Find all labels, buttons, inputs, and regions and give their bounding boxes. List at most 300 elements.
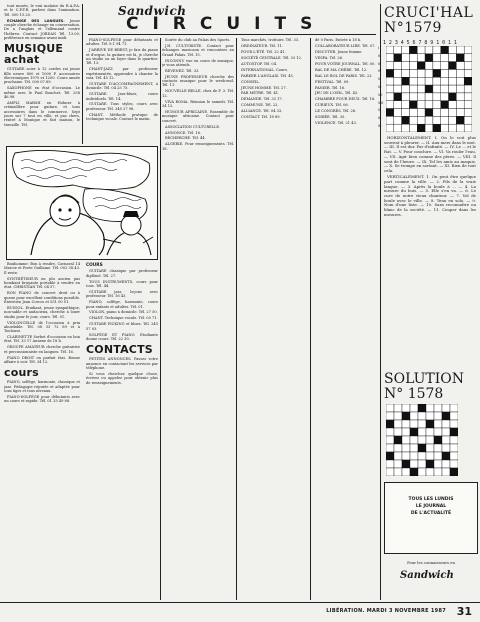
grid-cell [426,404,434,412]
grid-black-cell [426,420,434,428]
grid-cell [441,77,449,85]
grid-cell [402,85,410,93]
grid-cell [449,116,457,124]
col5-item: POUR VOTRE JOURNAL. Tél. 00. [315,61,376,66]
grid-cell [450,444,458,452]
grid-black-cell [433,124,441,132]
grid-cell [456,109,464,117]
grid-cell [409,109,417,117]
grid-black-cell [450,428,458,436]
grid-cell [402,62,410,70]
advert-line: DE L'ACTUALITÉ [410,511,452,516]
row-number: VII [378,92,383,97]
column-rule [160,38,161,600]
grid-black-cell [394,54,402,62]
horizontal-clues: HORIZONTALEMENT. I. On le voit plus souvent à pleurer. — II. Aux mers dans le mot. — III. Il est dur. Par d'infinité. — IV. Le ... et le Rat. — V. Pour conclure. — VI. Va rouler l'eau. — VII. Agir bien comme des pères. — VIII. Il sont de l'heure. — IX. Tel les amis au maquis. — X. Se trompe en sortant. — XI. Rien de tout cela. [384,136,476,173]
col2-item: GUITARE. Jazz-blues, cours individuels. Tél. 14. [86,92,158,101]
col4-item: COMMUNE. Tél. 22. [241,103,279,108]
musique-item: VIOLONCELLE de l'occasion à prix abordable. Tél. 08 33 72 89 et à Toulouse. [4,320,80,334]
col2-item: GUITARE classique par professeur diplômé. Tél. 27. [86,269,158,278]
column-2-lower [86,262,158,600]
col3-item: ASSOCIATION CULTURELLE. [165,124,221,129]
grid-black-cell [442,412,450,420]
musique-item: GUITARE acier à 12 cordes rai jeune fille neuve 800 et 1000 F. accessoires électroniques 1970 et 1200. Cours année prochaine. Tél. 000 07.89. [4,67,80,85]
grid-black-cell [425,85,433,93]
grid-black-cell [409,101,417,109]
grid-cell [386,77,394,85]
grid-cell [442,428,450,436]
grid-cell [417,101,425,109]
grid-cell [409,54,417,62]
crossword-row-numbers [378,46,386,132]
grid-black-cell [418,404,426,412]
row-number: X [378,116,381,121]
grid-cell [450,436,458,444]
grid-cell [410,420,418,428]
grid-black-cell [464,77,472,85]
col5-item: FESTIVAL. Tél. 09. [315,79,350,84]
grid-cell [449,109,457,117]
grid-cell [450,412,458,420]
grid-cell [450,404,458,412]
cartoon-illustration [7,147,157,259]
grid-cell [386,460,394,468]
column-1-lower [4,262,80,600]
contacts-item: PETITES ANNONCES. Passez votre annonce en contactant les services par téléphone. [86,357,158,370]
col3-item: ALGERIE. Pour renseignements. Tél. 18. [162,142,234,151]
grid-cell [417,116,425,124]
advert-title: TOUS LES LUNDIS [408,497,454,502]
grid-cell [449,85,457,93]
grid-cell [417,77,425,85]
row-number: I [378,46,379,50]
page-footer [0,602,480,622]
col5-item: SOIRÉE. Tél. 35. [315,115,346,120]
grid-cell [394,46,402,54]
grid-cell [456,69,464,77]
grid-cell [386,54,394,62]
grid-cell [456,85,464,93]
musique-item: BUSSOL. Etudiant, jeune sympathique, non-sable et audacieux, cherche à louer studio pour le jour, cours. Tél. 01. [4,305,80,319]
grid-cell [433,101,441,109]
grid-cell [442,468,450,476]
grid-black-cell [441,46,449,54]
col5-item: dé 0 Paris. Entrée à 18 h. [315,38,362,42]
grid-cell [441,124,449,132]
col3-item: ANNONCE. Tél. 16. [165,130,202,135]
grid-cell [394,452,402,460]
row-number: II [378,53,380,58]
solution-title: SOLUTION N° 1578 [384,371,464,402]
col4-item: CONTACT. Tél. 18 89. [241,115,281,120]
grid-cell [409,93,417,101]
grid-black-cell [402,412,410,420]
grid-cell [464,124,472,132]
grid-cell [434,452,442,460]
musique-item: CLARINETTE Sorbet d'occasion en bon état. Tél. 33 17 Annexe de 18 h. [4,335,80,344]
grid-cell [410,404,418,412]
grid-cell [456,93,464,101]
col4-item: Tous marchés, trottoirs. Tél. 33. [241,38,300,42]
row-number: IV [378,69,382,74]
grid-cell [441,116,449,124]
col2-item: PIANO, solfège, harmonie, cours pour enfants et adultes. Tél. 01. [86,300,158,309]
grid-cell [410,460,418,468]
grid-cell [425,46,433,54]
col4-item: AUTOSTOP. Tél. 04. [241,61,278,66]
grid-cell [386,404,394,412]
col5-item: LE CONGRÈS. Tél. 28. [315,109,357,114]
grid-cell [402,46,410,54]
grid-cell [426,452,434,460]
column-rule [236,38,237,600]
grid-cell [394,69,402,77]
grid-cell [441,93,449,101]
grid-cell [410,412,418,420]
crossword-column-numbers: 1234567891011 [383,40,460,46]
column-5 [312,38,378,600]
col3-item: HUMOUR AFRICAINE. Ensemble de musique africaine. Contact pour concert. [162,109,234,123]
grid-cell [433,109,441,117]
sandwich-logo: Sandwich [400,570,454,581]
grid-cell [426,444,434,452]
grid-cell [402,420,410,428]
col2-item: GUITARE jazz, leçons avec professeur. Tél. 16 43. [86,289,158,299]
grid-cell [442,420,450,428]
col4-item: DEMANDE. Tél. 33 17. [241,97,283,102]
echange-ad [4,19,80,41]
row-number: III [378,61,381,66]
grid-cell [433,62,441,70]
musique-item: AMPLI MARSH en Hohner à crémaillère pour guitare, et tous accessoires dans le commerce. Sept jours sur 7 tout en ville, et pas chers, rentré à Monique et fait maison, le travaille. Tél. [4,100,80,127]
grid-cell [394,412,402,420]
column-rule [310,38,311,600]
grid-cell [464,69,472,77]
col2-item: GUITARE. Tous styles, cours avec professeur. Tél. 345 27 98. [86,102,158,111]
grid-cell [425,116,433,124]
grid-cell [394,62,402,70]
crossword-title: CRUCI'HAL N°1579 [384,5,474,36]
grid-cell [441,69,449,77]
grid-black-cell [402,77,410,85]
grid-cell [450,460,458,468]
col2-item: CHANT. Méthode pratique de technique vocale. Contact le matin. [86,112,158,122]
col3-item: REVENEZ. Tél. 33. [165,68,200,73]
grid-cell [394,124,402,132]
contacts-heading: CONTACTS [86,343,153,357]
grid-cell [402,54,410,62]
grid-cell [434,428,442,436]
col4-item: POUR L'ÉTÉ. Tél. 22 41. [241,49,286,54]
advert-line: LE JOURNAL [415,504,447,509]
grid-cell [433,116,441,124]
grid-cell [434,468,442,476]
grid-black-cell [418,444,426,452]
grid-cell [386,444,394,452]
grid-cell [409,116,417,124]
grid-cell [417,109,425,117]
grid-cell [410,452,418,460]
grid-black-cell [433,69,441,77]
grid-cell [456,62,464,70]
col3-item: JEUNE PROFESSEUR cherche des contacts musique pour le week-end. Tél. 11. [162,74,234,88]
grid-cell [441,54,449,62]
musique-item: GROUPE AMATEUR cherche guitariste et percussionniste en langues. Tél. 16. [4,345,80,354]
cours-heading: cours [4,366,39,380]
grid-cell [409,62,417,70]
grid-cell [418,436,426,444]
grid-cell [425,101,433,109]
grid-cell [434,420,442,428]
grid-cell [433,85,441,93]
grid-black-cell [410,468,418,476]
col3-item: J.H. CULTURISTE. Contact pour échanges musicaux et rencontres au Grand Palais. Tél. 15. [162,43,234,57]
col4-item: JEUNE HOMME. Tél. 27. [241,85,287,90]
grid-black-cell [456,54,464,62]
grid-cell [449,54,457,62]
grid-black-cell [386,420,394,428]
musique-item: PIANO DROIT en parfait état. Bonne affaire à voir. Tél. 34 12. [4,355,80,365]
col4-item: SOCIÉTÉ CENTRALE. Tél. 33 12. [241,55,302,60]
grid-black-cell [386,69,394,77]
grid-cell [394,101,402,109]
grid-cell [409,69,417,77]
row-number: IX [378,108,382,113]
grid-cell [418,420,426,428]
grid-cell [394,404,402,412]
col5-item: PANIER. Tél. 16. [315,85,346,90]
solution-grid [386,404,458,476]
col2-item: GUITARE PICKING et blues. Tél. 245 57 03. [86,322,158,331]
masthead-title: CIRCUITS [126,14,327,34]
grid-black-cell [425,109,433,117]
grid-cell [418,412,426,420]
column-2 [86,38,158,144]
grid-cell [417,69,425,77]
row-number: VIII [378,100,384,105]
grid-cell [402,124,410,132]
grid-cell [409,77,417,85]
col2-item: TOUS INSTRUMENTS, cours pour tous. Tél. 44. [86,279,158,288]
row-number: VI [378,84,382,89]
col3-item: RECHERCHE. Tél. 44. [165,136,206,141]
col2-cours-heading: COURS [86,263,103,268]
grid-black-cell [417,62,425,70]
vertical-clues: VERTICALEMENT. 1. On peut être quelque part comme la ville. — 2. Fils de la vraie langue. — 3. Après la boule à ... — 4. La mesure du bois. — 5. Elle s'en va. — 6. Le cure de notre vieux chanteur. — 7. Vol de boule avec le ville. — 8. Tenu en solo. — 9. Nom d'une liste. — 10. Sans reconnaître ou blanc de la société. — 11. Couper dans les mesures. [384,174,476,217]
grid-cell [402,404,410,412]
grid-cell [464,116,472,124]
col5-item: BAL LE BOL DE PARIS. Tél. 23. [315,73,373,78]
col5-item: CHAMBRE POUR DEUX. Tél. 16. [315,97,376,102]
grid-black-cell [449,93,457,101]
grid-black-cell [434,436,442,444]
col2-item: PIANO-SOLFÈGE pour débutants et adultes. Tél. 8.1 94 71. [86,38,158,47]
grid-cell [402,468,410,476]
col5-item: VIOLENCE. Tél. 21 43. [315,121,357,126]
col2-item: VIOLON, piano à domicile. Tél. 27 50. [89,310,158,315]
grid-cell [402,93,410,101]
grid-cell [456,101,464,109]
grid-cell [425,124,433,132]
grid-cell [425,69,433,77]
grid-cell [433,46,441,54]
grid-cell [394,116,402,124]
grid-black-cell [402,460,410,468]
grid-cell [386,436,394,444]
col5-item: BAL DE MA CHÈRE. Tél. 12. [315,67,368,72]
grid-black-cell [409,46,417,54]
col4-item: ORDINATEUR. Tél. 11. [241,43,283,48]
col3-item: VIVA ROMA. Réunion le samedi. Tél. 34 12. [162,99,234,109]
grid-cell [442,436,450,444]
grid-cell [426,436,434,444]
row-number: V [378,77,381,82]
grid-black-cell [417,124,425,132]
grid-cell [433,93,441,101]
cours-item: PIANO-SOLFÈGE pour débutants avec un cours et rapide. Tél. 01 33 49 88. [4,395,80,404]
masthead-rule [88,34,376,35]
grid-cell [442,460,450,468]
musique-item: SAXOPHONE en état d'occasion. Le même avec le Paul Bouchet. Tél. 258 46.98. [4,86,80,99]
grid-cell [417,85,425,93]
grid-cell [417,46,425,54]
grid-cell [449,77,457,85]
grid-cell [386,428,394,436]
col4-item: PARKER L'ANGLAIS. Tél. 45. [241,73,294,78]
grid-cell [417,93,425,101]
grid-cell [410,444,418,452]
grid-cell [394,77,402,85]
grid-cell [425,77,433,85]
cours-item: PIANO, solfège, harmonie, classique et jazz. Pédagogie réputée et adaptée pour tous âges et tous niveaux. [4,380,80,394]
grid-cell [450,452,458,460]
musique-item: BON PIANO de concert droit ou à queue pour excellent conditions possible. Entretien Jean Corcos et 551 00 01. [4,291,80,304]
grid-cell [442,444,450,452]
col4-item: INTERNATIONAL. Cours. [241,67,288,72]
grid-black-cell [449,62,457,70]
footer-paper-date: LIBÉRATION. MARDI 3 NOVEMBRE 1987 [326,608,446,614]
col5-item: JEU DE L'OEIL. Tél. 43. [315,91,359,96]
grid-cell [434,412,442,420]
cartoon-panel [6,146,158,260]
col5-item: DISCUTER. Jeune femme. [315,49,363,54]
grid-cell [386,93,394,101]
grid-cell [449,46,457,54]
grid-cell [464,46,472,54]
column-rule [82,4,83,144]
grid-cell [434,460,442,468]
grid-cell [402,109,410,117]
grid-cell [386,85,394,93]
grid-cell [433,54,441,62]
grid-cell [449,69,457,77]
grid-cell [456,46,464,54]
grid-black-cell [442,452,450,460]
grid-cell [434,404,442,412]
grid-cell [418,452,426,460]
grid-cell [434,444,442,452]
grid-cell [418,460,426,468]
echange-body: Jeune couple cherche échange en conversation. De a l'anglais et l'allemand contre l'hébreu. Contact JORDAN Tél. 13.00, préférence en semaine avant midi. [4,18,80,40]
row-number: XI [378,123,382,128]
col5-item: VESPA. Tél. 26. [315,55,344,60]
grid-cell [402,101,410,109]
grid-cell [418,428,426,436]
musique-item: SYNTHÉTISEUR en plu ancien pas bombant bruyante portable à vendre en état. CHRISTIAN Tél. 04 57. [4,276,80,290]
grid-black-cell [425,54,433,62]
contacts-item: Si vous cherchez quelque chose, écrivez ou appelez pour obtenir plus de renseignements. [86,371,158,385]
grid-cell [433,77,441,85]
column-4 [238,38,308,600]
grid-cell [456,77,464,85]
grid-cell [425,93,433,101]
echange-title: ECHANGE DES LANGUES. [7,18,65,23]
grid-cell [394,444,402,452]
grid-black-cell [394,436,402,444]
grid-black-cell [402,116,410,124]
col2-item: J'ARRIVE DE BREST, je fais du piano et d'orgue, la guitare est là, je cherche un studio ou un loyer dans le quartier. Tél. 13. [86,48,158,66]
grid-cell [442,404,450,412]
grid-cell [402,428,410,436]
grid-cell [386,468,394,476]
col3-item: INCONNU vue en cours de musique, je vous attends. [162,58,234,67]
grid-cell [386,101,394,109]
col2-item: CHANT-JAZZ par professeur expérimentée, apprendre à chanter la voix. Tél. 45 12. [86,67,158,80]
grid-cell [409,124,417,132]
grid-cell [386,412,394,420]
grid-cell [394,468,402,476]
col2-item: CHANT. Technique vocale. Tél. 00 71. [89,316,158,321]
grid-cell [394,85,402,93]
grid-cell [386,46,394,54]
column-3 [162,38,234,600]
grid-cell [402,444,410,452]
grid-cell [409,85,417,93]
grid-cell [394,428,402,436]
lead-paragraph: tout musée, le vrai malaise du R.A.P.A. et le C.P.F.R. parlent dans l'animation. Tél. 000 15.20. [4,4,80,17]
grid-cell [450,420,458,428]
cartoon-caption: Bonhomme: Bon à rendre, Carnaval 14 Marcie et Porte Guillame. Tél. 002 38.43. Il reste. [4,262,80,275]
grid-cell [449,124,457,132]
grid-cell [441,62,449,70]
grid-cell [425,62,433,70]
grid-cell [418,468,426,476]
col4-item: PAR MÈTRE. Tél. 41. [241,91,280,96]
grid-cell [426,468,434,476]
grid-cell [410,436,418,444]
grid-cell [417,54,425,62]
grid-black-cell [456,116,464,124]
col5-item: CURIEUX. Tél. 06. [315,103,349,108]
grid-black-cell [441,101,449,109]
grid-black-cell [386,109,394,117]
grid-cell [426,428,434,436]
grid-cell [464,62,472,70]
grid-cell [441,85,449,93]
grid-cell [394,109,402,117]
col4-item: ALLIANCE. Tél. 04 33. [241,109,283,114]
grid-cell [456,124,464,132]
col3-item: Soirée du club au Palais des Sports. [165,38,231,42]
grid-cell [449,101,457,109]
grid-cell [464,85,472,93]
col5-item: COLLABORATEUR LIRE. Tél. 07. [315,43,376,48]
grid-cell [426,412,434,420]
col3-item: NOUVELLE BELLE, chez de F. 3. Tél. 12. [162,89,234,98]
col4-item: CONSEIL. [241,79,260,84]
page-number: 31 [456,605,472,618]
col2-item: SOLFÈGE ET PIANO. Etudiante donne cours. Tél. 22 39. [86,332,158,341]
